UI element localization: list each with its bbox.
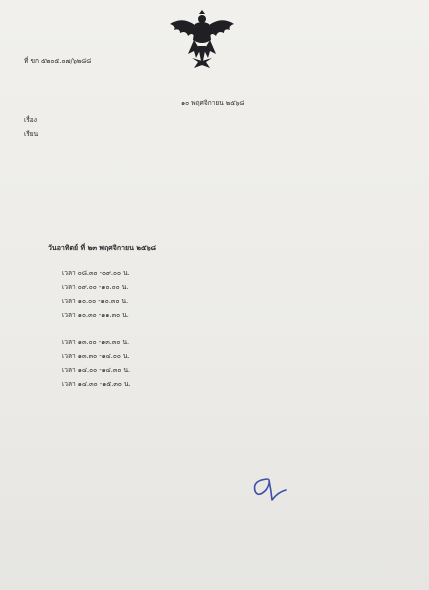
schedule-time: เวลา ๐๙.๐๐ -๑๐.๐๐ น.: [62, 283, 129, 291]
handwritten-signature: [248, 476, 288, 502]
schedule-time: เวลา ๑๓.๐๐ -๑๓.๓๐ น.: [62, 338, 130, 346]
subject-label: เรื่อง: [24, 116, 37, 124]
schedule-time: เวลา ๐๘.๓๐ -๐๙.๐๐ น.: [62, 269, 130, 277]
letter-date: ๑๐ พฤศจิกายน ๒๕๖๘: [181, 99, 245, 107]
schedule-time: เวลา ๑๐.๐๐ -๑๐.๓๐ น.: [62, 297, 129, 305]
schedule-time: เวลา ๑๐.๓๐ -๑๑.๓๐ น.: [62, 311, 129, 319]
schedule-date-heading: วันอาทิตย์ ที่ ๒๓ พฤศจิกายน ๒๕๖๘: [48, 244, 157, 252]
schedule-time: เวลา ๑๓.๓๐ -๑๔.๐๐ น.: [62, 352, 130, 360]
recipient-label: เรียน: [24, 130, 39, 138]
garuda-emblem-icon: [168, 10, 236, 72]
schedule-time: เวลา ๑๔.๐๐ -๑๔.๓๐ น.: [62, 366, 131, 374]
reference-number: ที่ ขก ๕๒๐๕.๐๗/๖๒๘๘: [24, 57, 92, 65]
schedule-time: เวลา ๑๔.๓๐ -๑๕.๓๐ น.: [62, 380, 131, 388]
